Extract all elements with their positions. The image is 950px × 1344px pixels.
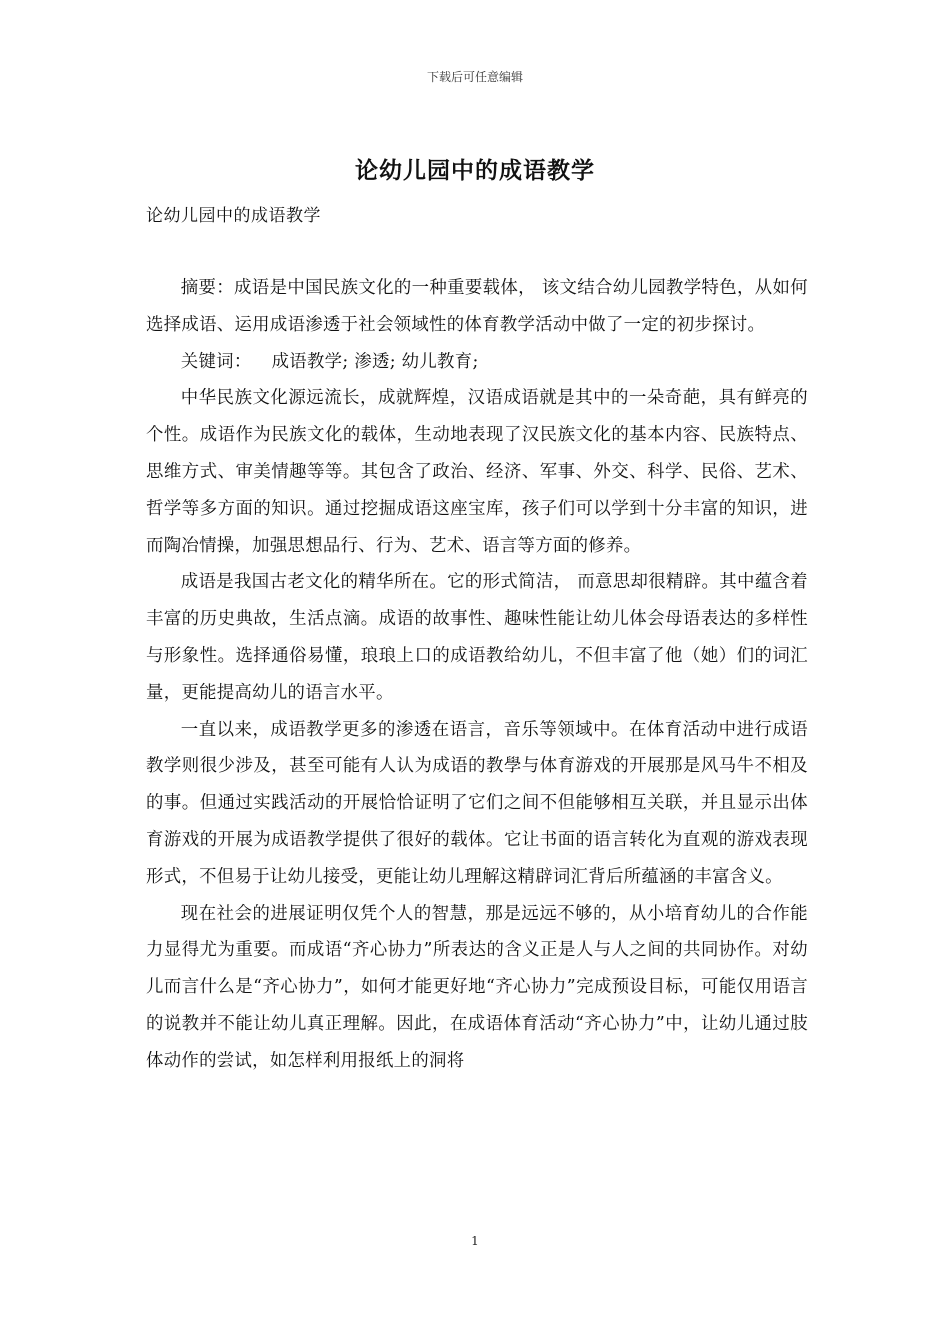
keywords-line [146,344,808,381]
document-title: 论幼儿园中的成语教学 [355,157,595,184]
page-number: 1 [471,1234,479,1248]
document-subtitle: 论幼儿园中的成语教学 [146,206,321,226]
keywords-value: 成语教学; 渗透; 幼儿教育; [271,351,479,372]
body-paragraph: 成语是我国古老文化的精华所在。它的形式简洁， 而意思却很精辟。其中蕴含着丰富的历史典故，生活点滴。成语的故事性、趣味性能让幼儿体会母语表达的多样性与形象性。选择通俗易懂，琅琅上口的成语教给幼儿，不但丰富了他（她）们的词汇量，更能提高幼儿的语言水平。 [146,572,808,703]
abstract-paragraph: 摘要：成语是中国民族文化的一种重要载体， 该文结合幼儿园教学特色，从如何选择成语、运用成语渗透于社会领域性的体育教学活动中做了一定的初步探讨。 [146,278,808,335]
body-paragraph: 一直以来，成语教学更多的渗透在语言，音乐等领域中。在体育活动中进行成语教学则很少涉及，甚至可能有人认为成语的教學与体育游戏的开展那是风马牛不相及的事。但通过实践活动的开展恰恰证明了它们之间不但能够相互关联，并且显示出体育游戏的开展为成语教学提供了很好的载体。它让书面的语言转化为直观的游戏表现形式，不但易于让幼儿接受，更能让幼儿理解这精辟词汇背后所蕴涵的丰富含义。 [146,719,808,887]
keywords-label: 关键词： [180,351,252,372]
body-paragraph: 中华民族文化源远流长，成就辉煌，汉语成语就是其中的一朵奇葩，具有鲜亮的个性。成语作为民族文化的载体，生动地表现了汉民族文化的基本内容、民族特点、思维方式、审美情趣等等。其包含了政治、经济、军事、外交、科学、民俗、艺术、哲学等多方面的知识。通过挖掘成语这座宝库，孩子们可以学到十分丰富的知识，进而陶冶情操，加强思想品行、行为、艺术、语言等方面的修养。 [146,388,808,556]
header-note: 下载后可任意编辑 [426,70,523,84]
body-paragraph: 现在社会的进展证明仅凭个人的智慧，那是远远不够的，从小培育幼儿的合作能力显得尤为重要。而成语“齐心协力”所表达的含义正是人与人之间的共同协作。对幼儿而言什么是“齐心协力”，如何才能更好地“齐心协力”完成预设目标，可能仅用语言的说教并不能让幼儿真正理解。因此，在成语体育活动“齐心协力”中，让幼儿通过肢体动作的尝试，如怎样利用报纸上的洞将 [146,903,808,1071]
document-body [146,270,808,1080]
